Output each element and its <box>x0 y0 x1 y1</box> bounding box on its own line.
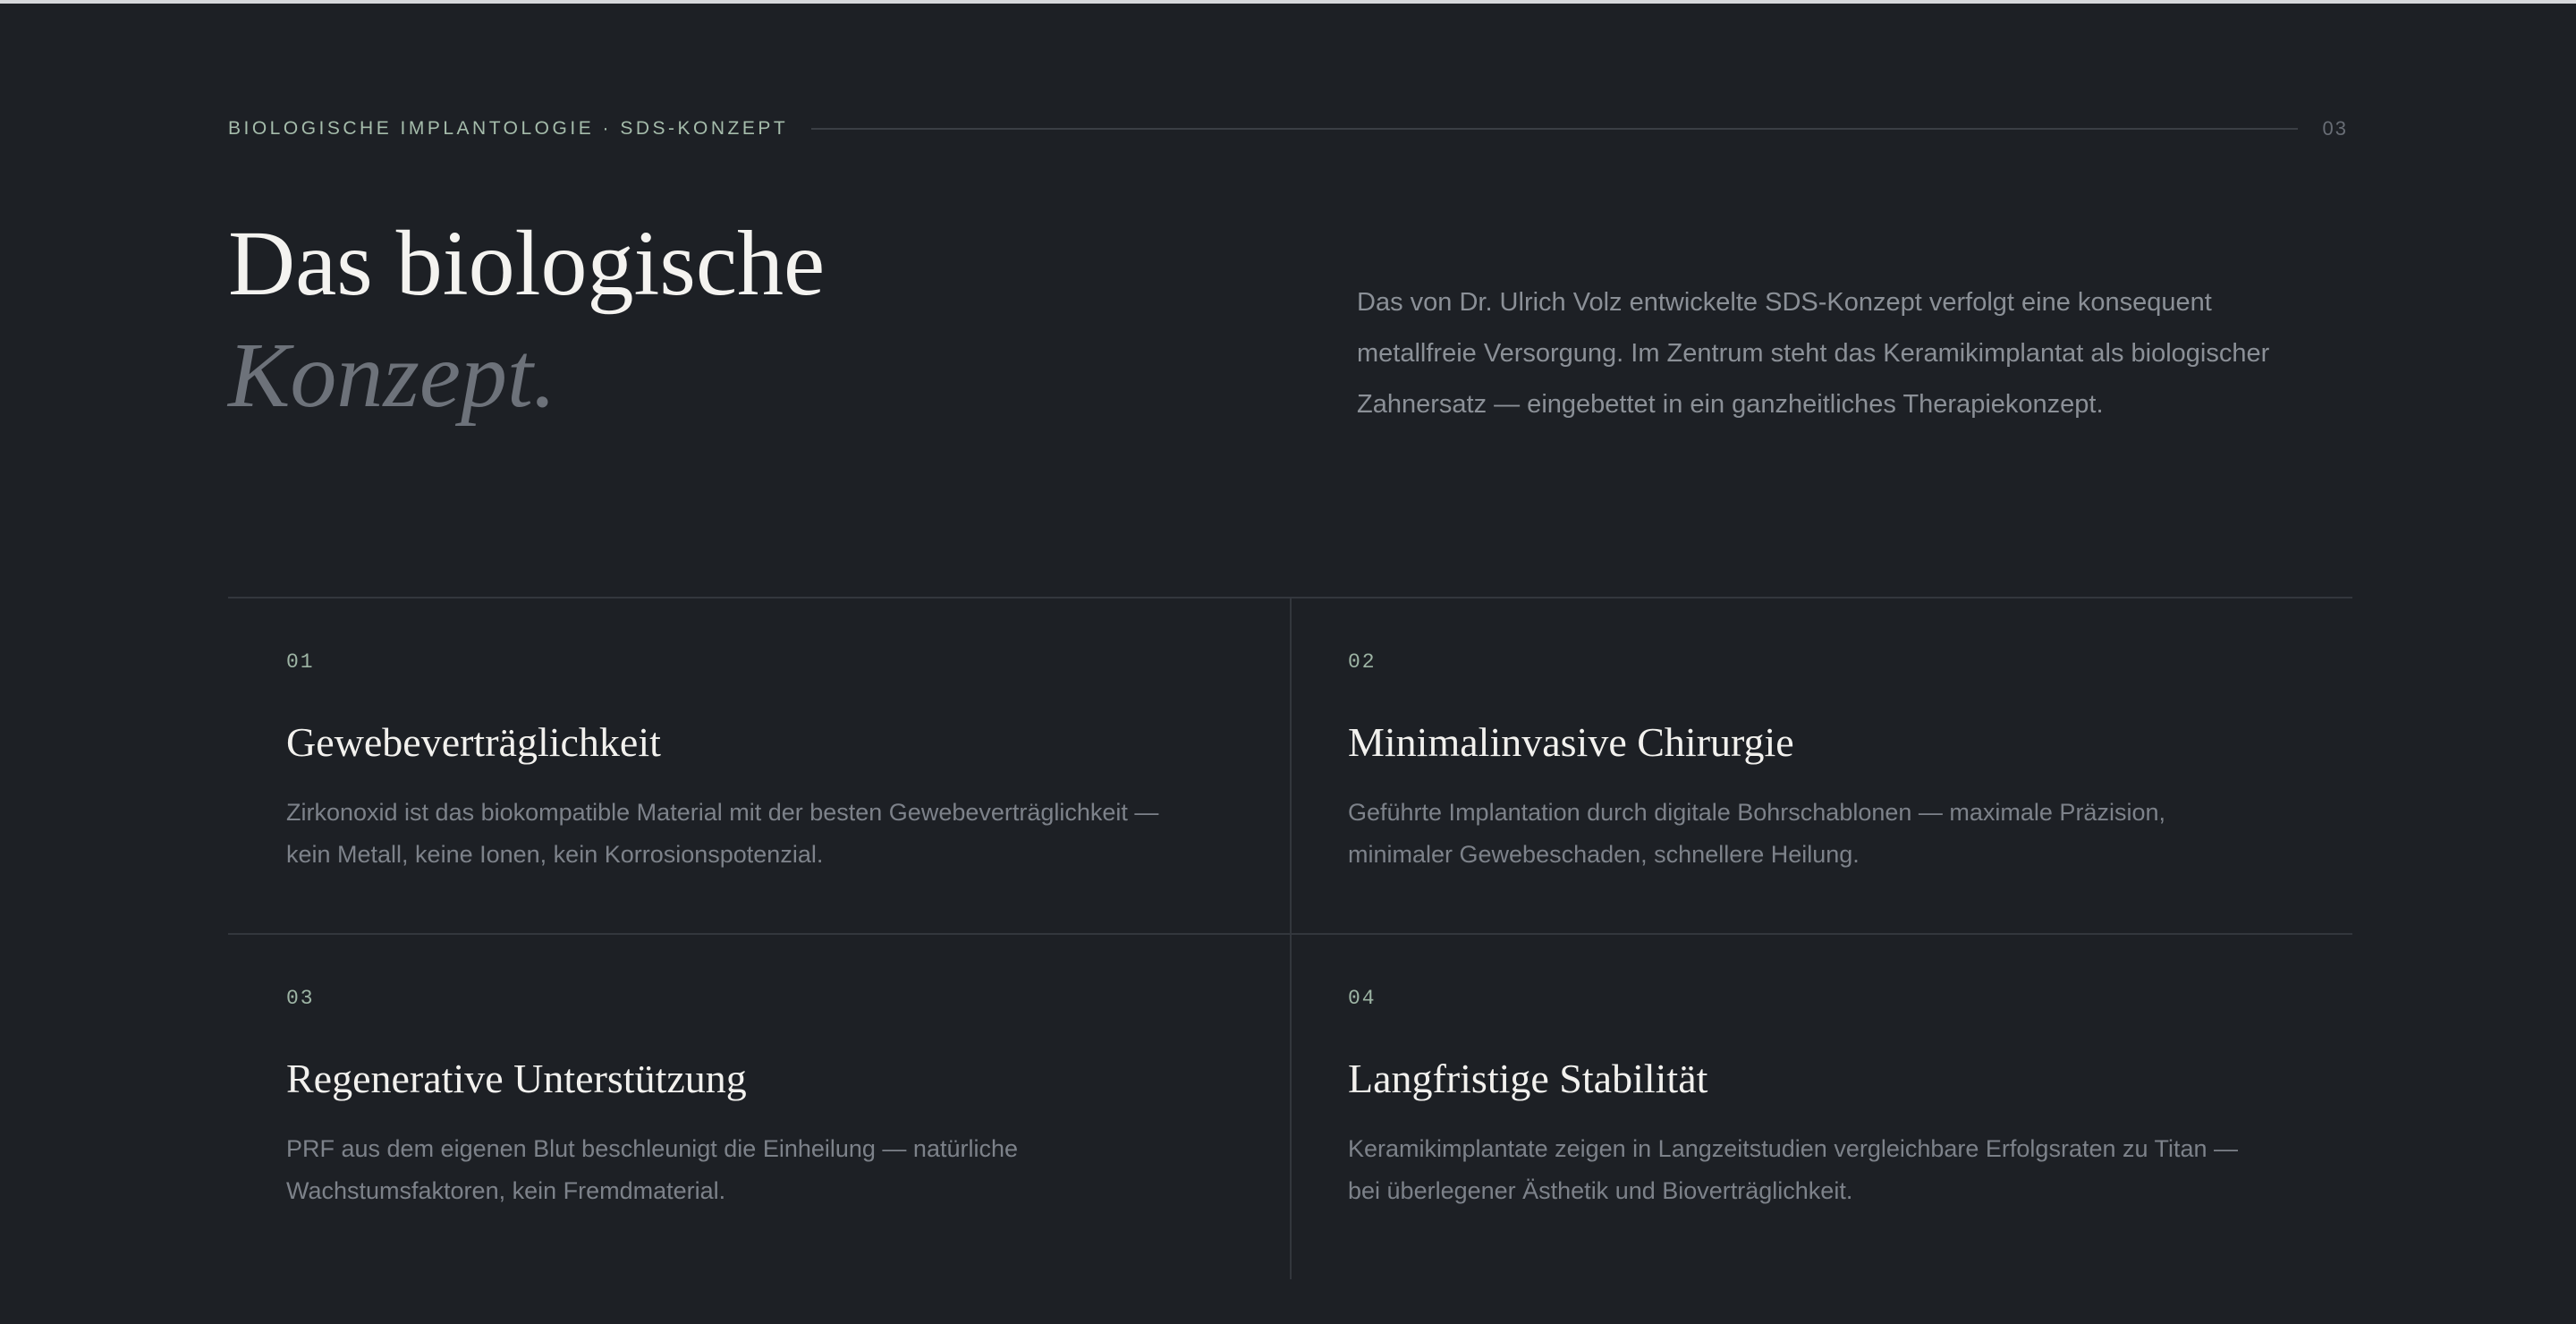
feature-card-regenerative-unterstuetzung <box>228 933 1290 1324</box>
card-number: 04 <box>1348 987 1377 1010</box>
header-divider-line <box>811 128 2297 130</box>
feature-card-langfristige-stabilitaet <box>1290 933 2352 1324</box>
feature-card-minimalinvasive-chirurgie <box>1290 597 2352 933</box>
feature-card-gewebevertraeglichkeit <box>228 597 1290 933</box>
feature-grid <box>228 597 2352 1324</box>
card-title: Gewebeverträglichkeit <box>286 719 661 765</box>
page-title-line1: Das biologische <box>228 212 826 315</box>
card-body: Keramikimplantate zeigen in Langzeitstudien vergleichbare Erfolgsraten zu Titan — bei überlegener Ästhetik und Bioverträglichkeit. <box>1348 1135 2239 1205</box>
eyebrow-header <box>228 115 2348 143</box>
card-number: 03 <box>286 987 315 1010</box>
intro-paragraph: Das von Dr. Ulrich Volz entwickelte SDS-Konzept verfolgt eine konsequent metallfreie Versorgung. Im Zentrum steht das Keramikimplantat als biologischer Zahnersatz — eingebettet in ein ganzheitliches Therapiekonzept. <box>1357 288 2270 419</box>
card-number: 01 <box>286 650 315 674</box>
card-title: Minimalinvasive Chirurgie <box>1348 719 1794 765</box>
page-title-line2: Konzept. <box>228 324 556 427</box>
card-title: Langfristige Stabilität <box>1348 1056 1708 1101</box>
card-number: 02 <box>1348 650 1377 674</box>
card-title: Regenerative Unterstützung <box>286 1056 747 1101</box>
page-number: 03 <box>2322 117 2348 140</box>
window-top-edge <box>0 0 2576 4</box>
card-body: Geführte Implantation durch digitale Bohrschablonen — maximale Präzision, minimaler Gewebeschaden, schnellere Heilung. <box>1348 799 2165 869</box>
page-title <box>228 208 825 431</box>
card-body: PRF aus dem eigenen Blut beschleunigt die Einheilung — natürliche Wachstumsfaktoren, kein Fremdmaterial. <box>286 1135 1019 1205</box>
card-body: Zirkonoxid ist das biokompatible Material mit der besten Gewebeverträglichkeit — kein Metall, keine Ionen, kein Korrosionspotenzial. <box>286 799 1159 869</box>
eyebrow-label: BIOLOGISCHE IMPLANTOLOGIE · SDS-KONZEPT <box>228 118 789 139</box>
